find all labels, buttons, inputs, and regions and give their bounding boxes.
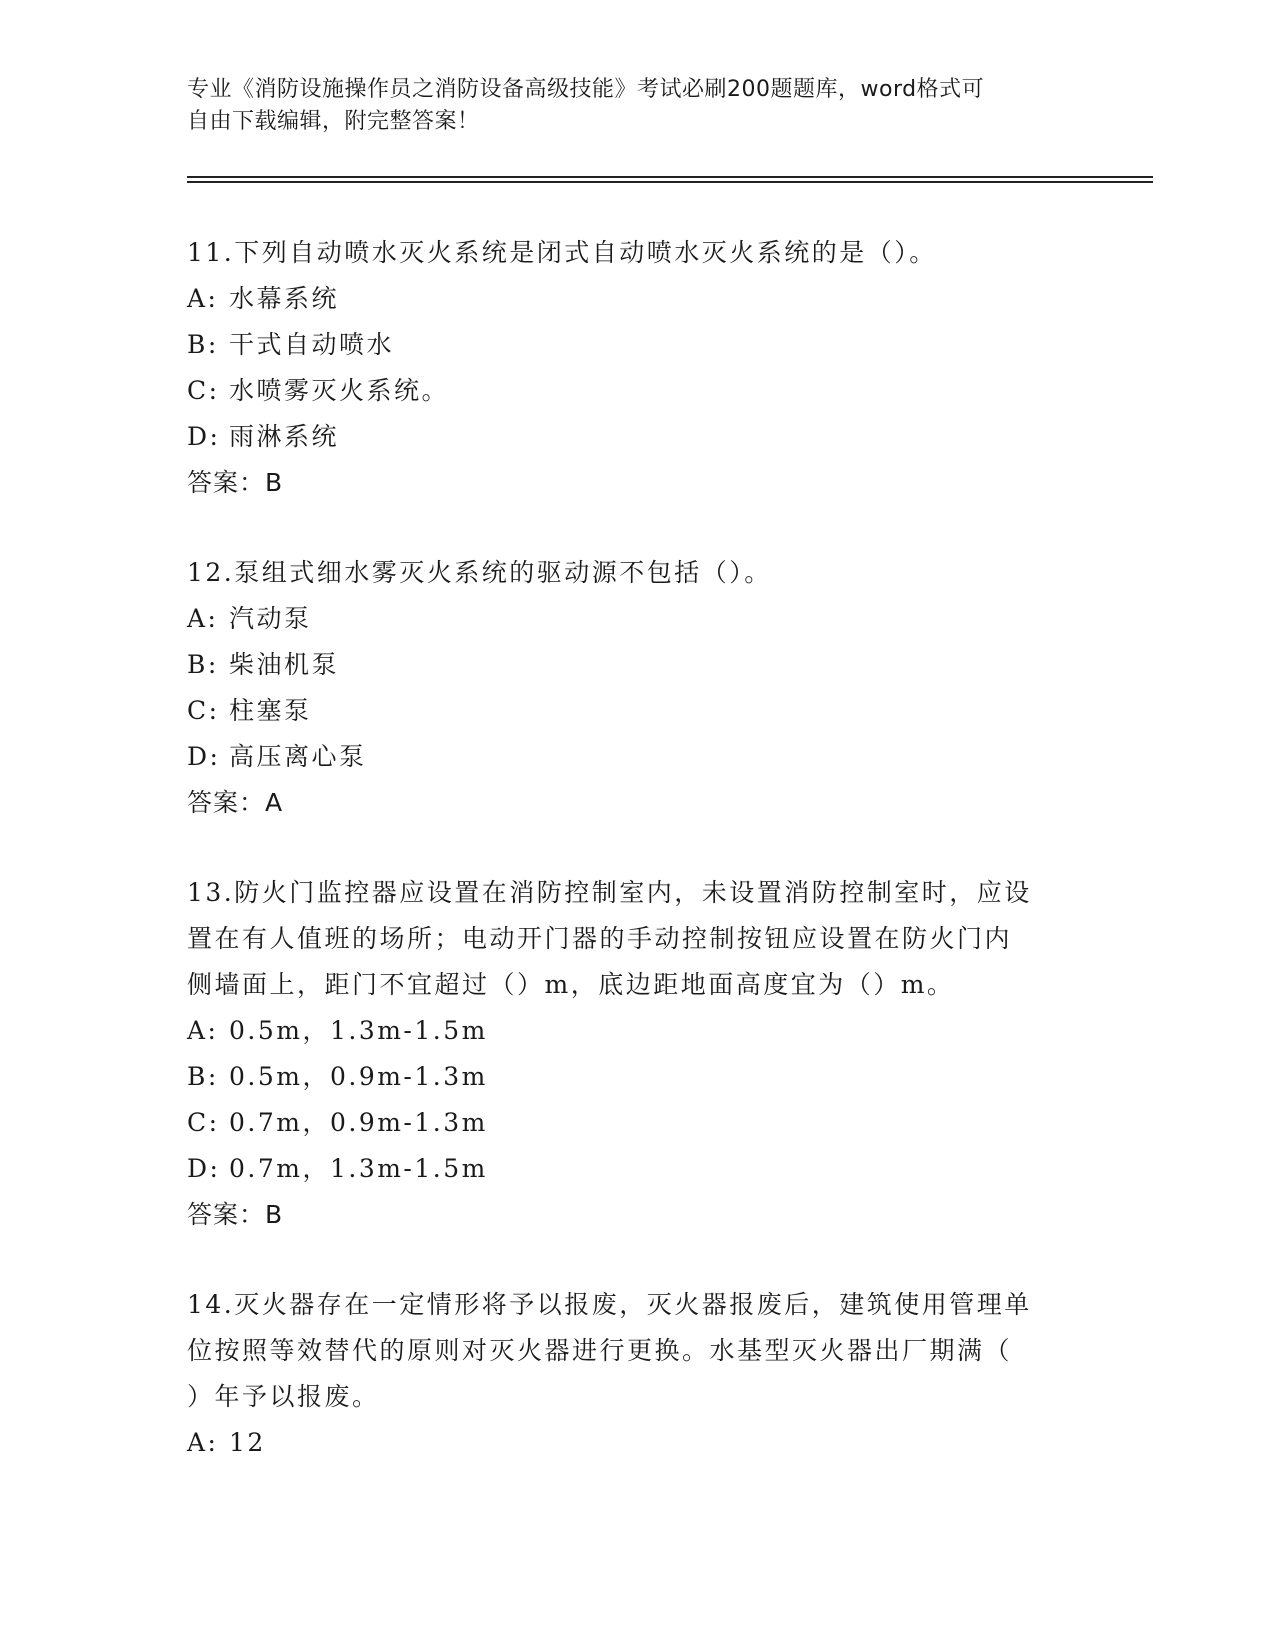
question-stem-line: 位按照等效替代的原则对灭火器进行更换。水基型灭火器出厂期满（ (187, 1336, 1013, 1365)
option-a (187, 276, 1087, 322)
question-stem-line: 12.泵组式细水雾灭火系统的驱动源不包括（）。 (187, 558, 772, 587)
option-key: C: (187, 1108, 220, 1137)
option-d (187, 1146, 1087, 1192)
option-key: D: (187, 742, 221, 771)
question-11 (187, 230, 1087, 506)
option-text: 0.7m，0.9m-1.3m (229, 1108, 488, 1137)
option-a (187, 1008, 1087, 1054)
document-header (187, 74, 1067, 138)
option-text: 高压离心泵 (229, 742, 367, 771)
option-text: 12 (229, 1428, 266, 1457)
option-b (187, 642, 1087, 688)
option-b (187, 1054, 1087, 1100)
option-key: A: (187, 284, 219, 313)
question-12 (187, 550, 1087, 826)
option-key: A: (187, 1428, 219, 1457)
option-key: A: (187, 604, 219, 633)
question-list (187, 230, 1087, 1510)
answer-line: 答案：B (187, 468, 284, 497)
header-divider-top (187, 176, 1153, 178)
option-b (187, 322, 1087, 368)
option-c (187, 688, 1087, 734)
option-text: 汽动泵 (229, 604, 312, 633)
option-key: A: (187, 1016, 219, 1045)
answer-line: 答案：B (187, 1200, 284, 1229)
option-text: 柴油机泵 (229, 650, 340, 679)
option-c (187, 368, 1087, 414)
option-key: D: (187, 422, 221, 451)
question-stem-line: 侧墙面上，距门不宜超过（）m，底边距地面高度宜为（）m。 (187, 970, 955, 999)
option-text: 0.7m，1.3m-1.5m (229, 1154, 488, 1183)
question-stem-line: 11.下列自动喷水灭火系统是闭式自动喷水灭火系统的是（）。 (187, 238, 937, 267)
option-text: 0.5m，1.3m-1.5m (229, 1016, 488, 1045)
question-stem-line: 13.防火门监控器应设置在消防控制室内，未设置消防控制室时，应设 (187, 878, 1032, 907)
option-text: 干式自动喷水 (229, 330, 395, 359)
option-text: 水喷雾灭火系统。 (229, 376, 450, 405)
option-text: 0.5m，0.9m-1.3m (229, 1062, 488, 1091)
option-key: D: (187, 1154, 221, 1183)
header-line-2: 自由下载编辑，附完整答案！ (187, 109, 480, 134)
header-divider-bottom (187, 181, 1153, 183)
option-a (187, 596, 1087, 642)
option-d (187, 414, 1087, 460)
answer-line: 答案：A (187, 788, 284, 817)
header-line-1: 专业《消防设施操作员之消防设备高级技能》考试必刷200题题库，word格式可 (187, 77, 985, 102)
question-stem-line: ）年予以报废。 (187, 1382, 380, 1411)
question-13 (187, 870, 1087, 1238)
option-key: B: (187, 650, 219, 679)
option-c (187, 1100, 1087, 1146)
question-stem-line: 14.灭火器存在一定情形将予以报废，灭火器报废后，建筑使用管理单 (187, 1290, 1032, 1319)
option-key: B: (187, 330, 219, 359)
option-text: 水幕系统 (229, 284, 340, 313)
option-text: 雨淋系统 (229, 422, 340, 451)
option-a (187, 1420, 1087, 1466)
question-stem-line: 置在有人值班的场所；电动开门器的手动控制按钮应设置在防火门内 (187, 924, 1013, 953)
option-key: C: (187, 376, 220, 405)
option-key: B: (187, 1062, 219, 1091)
option-text: 柱塞泵 (229, 696, 312, 725)
option-key: C: (187, 696, 220, 725)
option-d (187, 734, 1087, 780)
question-14 (187, 1282, 1087, 1466)
